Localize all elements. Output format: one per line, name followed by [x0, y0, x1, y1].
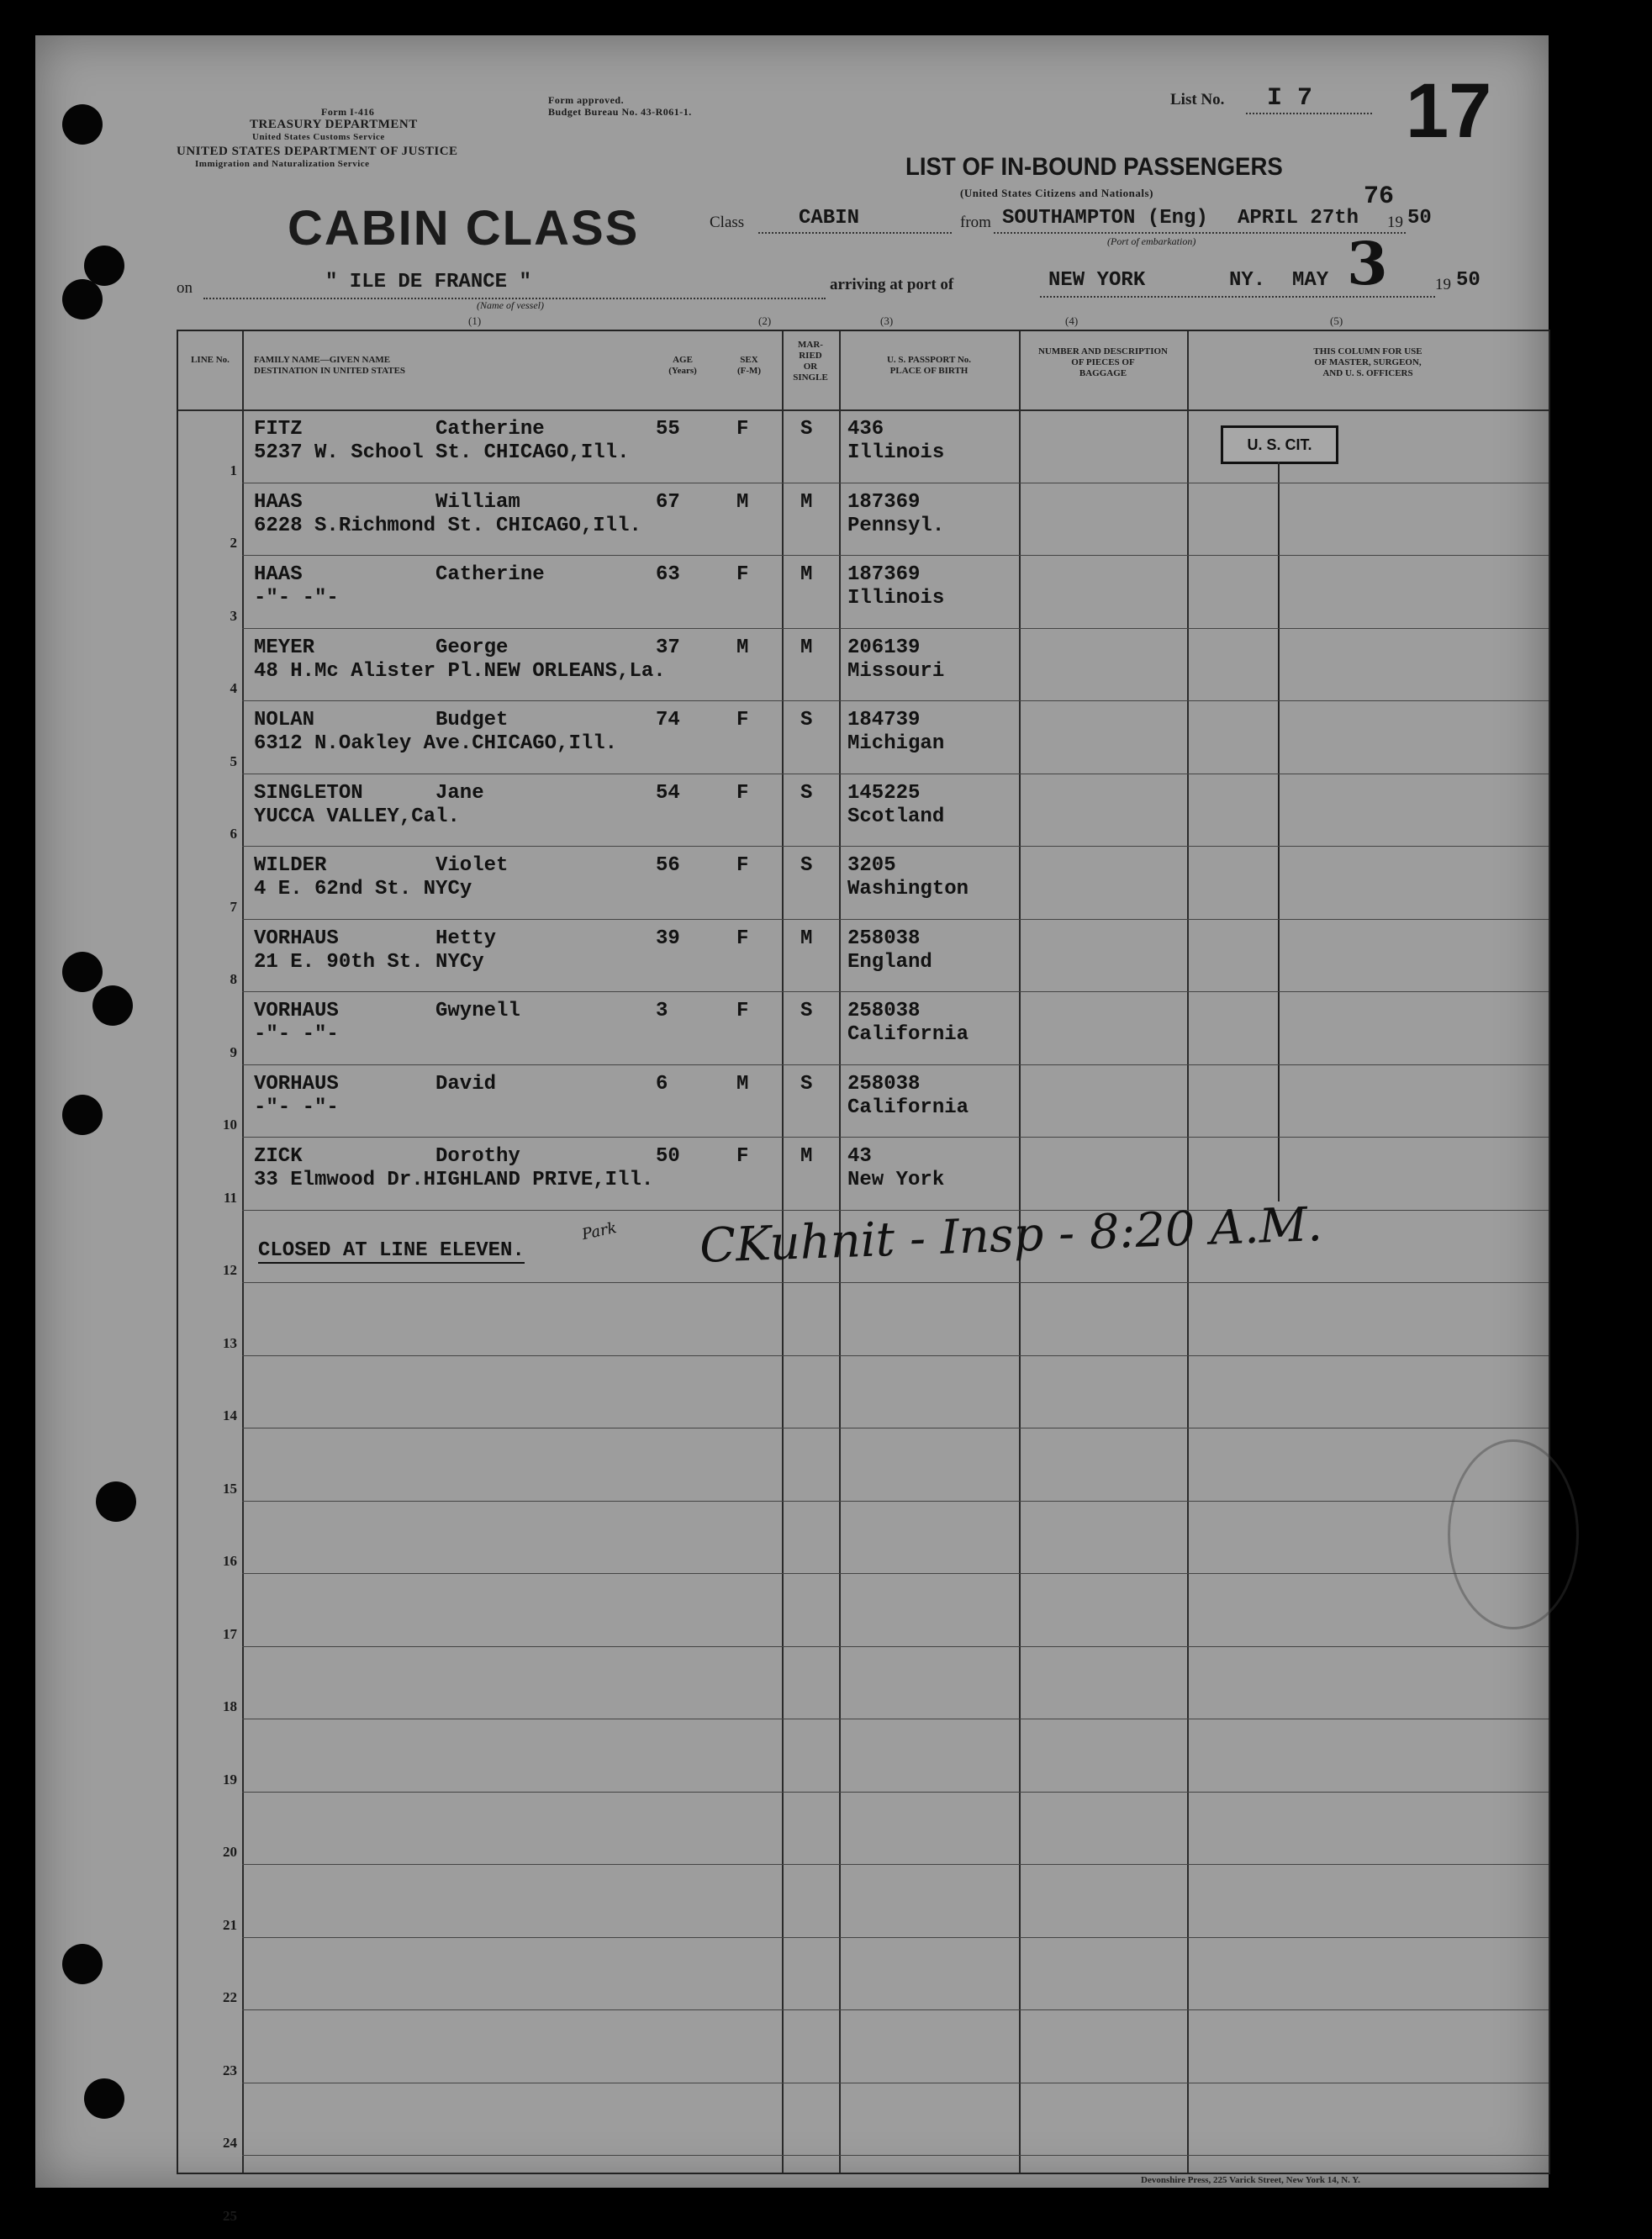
row-divider: [242, 1573, 1549, 1574]
passenger-destination: 5237 W. School St. CHICAGO,Ill.: [254, 441, 630, 464]
passenger-age: 63: [656, 563, 680, 586]
passenger-marital-status: S: [800, 854, 813, 877]
passenger-birthplace: Illinois: [847, 441, 945, 464]
col-head-married: MAR- RIED OR SINGLE: [793, 340, 828, 383]
passenger-birthplace: California: [847, 1023, 969, 1046]
passenger-passport-number: 3205: [847, 854, 896, 877]
line-number: 22: [223, 1989, 237, 2005]
line-number: 15: [223, 1480, 237, 1497]
arrival-state: NY.: [1229, 269, 1266, 292]
year-prefix: 19: [1387, 214, 1403, 231]
passenger-marital-status: M: [800, 1145, 813, 1168]
arrival-day: 3: [1347, 229, 1388, 298]
line-number: 20: [223, 1844, 237, 1860]
line-number: 10: [223, 1117, 237, 1133]
passenger-marital-status: S: [800, 1072, 813, 1096]
passenger-family-name: HAAS: [254, 563, 303, 586]
punch-hole: [62, 1944, 103, 1984]
passenger-destination: -"- -"-: [254, 587, 339, 610]
form-approved: Form approved.: [548, 94, 625, 106]
passenger-passport-number: 258038: [847, 1000, 921, 1022]
budget-bureau: Budget Bureau No. 43-R061-1.: [548, 106, 692, 118]
year-value: 50: [1407, 207, 1432, 230]
passenger-given-name: Hetty: [435, 927, 497, 950]
passenger-sex: M: [736, 636, 749, 659]
line-number: 14: [223, 1407, 237, 1423]
passenger-birthplace: Michigan: [847, 732, 945, 755]
line-number: 9: [230, 1043, 237, 1060]
punch-hole: [84, 246, 124, 286]
line-number: 18: [223, 1698, 237, 1714]
passenger-passport-number: 206139: [847, 636, 921, 659]
col-head-baggage: NUMBER AND DESCRIPTION OF PIECES OF BAGGAGE: [1037, 346, 1169, 378]
immigration-label: Immigration and Naturalization Service: [195, 159, 370, 169]
arrival-port: NEW YORK: [1048, 269, 1146, 292]
row-divider: [242, 1137, 1549, 1138]
passenger-sex: F: [736, 563, 749, 586]
passenger-destination: 6228 S.Richmond St. CHICAGO,Ill.: [254, 514, 641, 537]
passenger-birthplace: Scotland: [847, 805, 945, 828]
passenger-sex: F: [736, 418, 749, 441]
passenger-sex: F: [736, 1000, 749, 1022]
punch-hole: [84, 2078, 124, 2119]
passenger-passport-number: 436: [847, 418, 884, 441]
passenger-destination: -"- -"-: [254, 1096, 339, 1119]
passenger-given-name: Budget: [435, 709, 509, 731]
col-head-sex: SEX (F-M): [736, 355, 762, 376]
passenger-birthplace: Missouri: [847, 659, 945, 683]
row-divider: [242, 991, 1549, 992]
row-divider: [242, 1646, 1549, 1647]
customs-label: United States Customs Service: [252, 132, 385, 142]
col-head-age: AGE (Years): [668, 355, 697, 376]
passenger-family-name: SINGLETON: [254, 781, 363, 805]
passenger-destination: 33 Elmwood Dr.HIGHLAND PRIVE,Ill.: [254, 1169, 654, 1191]
punch-hole: [92, 985, 133, 1026]
passenger-given-name: George: [435, 636, 509, 659]
passenger-destination: 48 H.Mc Alister Pl.NEW ORLEANS,La.: [254, 659, 666, 683]
line-number: 6: [230, 826, 237, 842]
passenger-given-name: Jane: [435, 781, 484, 805]
port-embark-label: (Port of embarkation): [1107, 235, 1196, 247]
passenger-birthplace: Pennsyl.: [847, 514, 945, 537]
justice-label: UNITED STATES DEPARTMENT OF JUSTICE: [177, 145, 458, 158]
line-number: 21: [223, 1916, 237, 1933]
passenger-birthplace: Washington: [847, 878, 969, 900]
passenger-sex: M: [736, 490, 749, 514]
punch-hole: [62, 1095, 103, 1135]
on-label: on: [177, 279, 193, 297]
year-prefix-2: 19: [1435, 276, 1451, 293]
manifest-page: [35, 35, 1549, 2224]
passenger-destination: YUCCA VALLEY,Cal.: [254, 805, 460, 828]
passenger-marital-status: M: [800, 490, 813, 514]
passenger-destination: 4 E. 62nd St. NYCy: [254, 878, 472, 900]
passenger-passport-number: 184739: [847, 709, 921, 731]
line-number: 19: [223, 1771, 237, 1788]
passenger-marital-status: S: [800, 1000, 813, 1022]
punch-hole: [96, 1481, 136, 1522]
passenger-passport-number: 145225: [847, 781, 921, 805]
vessel-label: (Name of vessel): [477, 299, 544, 311]
passenger-birthplace: England: [847, 950, 932, 974]
col-head-officers: THIS COLUMN FOR USE OF MASTER, SURGEON, AND U. S. OFFICERS: [1313, 346, 1422, 378]
passenger-marital-status: M: [800, 636, 813, 659]
row-divider: [242, 1064, 1549, 1065]
row-divider: [242, 1792, 1549, 1793]
arriving-label: arriving at port of: [830, 276, 954, 293]
row-divider: [242, 555, 1549, 556]
col-number-2: (2): [758, 314, 772, 327]
passenger-family-name: FITZ: [254, 418, 303, 441]
passenger-given-name: Catherine: [435, 563, 545, 586]
passenger-age: 67: [656, 490, 680, 514]
col-number-3: (3): [880, 314, 894, 327]
row-divider: [242, 2009, 1549, 2010]
departure-date: APRIL 27th: [1238, 207, 1359, 230]
line-number: 1: [230, 462, 237, 478]
passenger-birthplace: New York: [847, 1169, 945, 1191]
punch-hole: [62, 104, 103, 145]
passenger-family-name: VORHAUS: [254, 1072, 339, 1096]
passenger-family-name: VORHAUS: [254, 1000, 339, 1022]
document-title: LIST OF IN-BOUND PASSENGERS: [905, 153, 1283, 181]
passenger-given-name: David: [435, 1072, 497, 1096]
class-label: Class: [710, 214, 745, 231]
passenger-family-name: VORHAUS: [254, 927, 339, 950]
class-value: CABIN: [799, 207, 860, 230]
printer-footer: Devonshire Press, 225 Varick Street, New York 14, N. Y.: [1141, 2175, 1360, 2185]
line-number: 5: [230, 752, 237, 769]
passenger-family-name: NOLAN: [254, 709, 315, 731]
row-divider: [242, 1937, 1549, 1938]
line-number: 3: [230, 607, 237, 624]
passenger-age: 54: [656, 781, 680, 805]
punch-hole: [62, 279, 103, 319]
line-number: 17: [223, 1625, 237, 1642]
year-value-2: 50: [1456, 269, 1480, 292]
col-head-line-no: LINE No.: [191, 355, 230, 365]
passenger-family-name: MEYER: [254, 636, 315, 659]
line-number: 8: [230, 971, 237, 987]
passenger-sex: F: [736, 1145, 749, 1168]
passenger-sex: F: [736, 927, 749, 950]
row-divider: [242, 1864, 1549, 1865]
list-number-stamp: 17: [1406, 68, 1492, 154]
passenger-passport-number: 187369: [847, 563, 921, 586]
line-number: 11: [223, 1189, 237, 1206]
line-number: 12: [223, 1262, 237, 1278]
row-divider: [242, 1210, 1549, 1211]
passenger-marital-status: M: [800, 563, 813, 586]
list-no-label: List No.: [1170, 91, 1225, 108]
from-label: from: [960, 214, 991, 231]
passenger-age: 3: [656, 1000, 668, 1022]
cabin-class-stamp: CABIN CLASS: [288, 201, 640, 256]
arrival-month: MAY: [1292, 269, 1329, 292]
passenger-age: 50: [656, 1145, 680, 1168]
row-divider: [242, 1282, 1549, 1283]
passenger-age: 37: [656, 636, 680, 659]
form-number: Form I-416: [321, 106, 375, 118]
passenger-destination: 21 E. 90th St. NYCy: [254, 950, 484, 974]
line-number: 4: [230, 680, 237, 696]
vessel-name: " ILE DE FRANCE ": [325, 271, 531, 293]
passenger-sex: M: [736, 1072, 749, 1096]
treasury-label: TREASURY DEPARTMENT: [250, 118, 418, 131]
passenger-given-name: Dorothy: [435, 1145, 520, 1168]
passenger-given-name: Gwynell: [435, 1000, 520, 1022]
row-divider: [242, 2155, 1549, 2156]
passenger-family-name: WILDER: [254, 854, 327, 877]
passenger-age: 39: [656, 927, 680, 950]
passenger-birthplace: California: [847, 1096, 969, 1119]
passenger-sex: F: [736, 854, 749, 877]
passenger-passport-number: 258038: [847, 1072, 921, 1096]
punch-hole: [62, 952, 103, 992]
from-value: SOUTHAMPTON (Eng): [1002, 207, 1208, 230]
passenger-sex: F: [736, 781, 749, 805]
row-divider: [242, 700, 1549, 701]
row-divider: [242, 846, 1549, 847]
us-cit-badge: U. S. CIT.: [1221, 425, 1338, 464]
row-divider: [242, 919, 1549, 920]
line-number: 23: [223, 2062, 237, 2078]
row-divider: [242, 1355, 1549, 1356]
list-no-value: I 7: [1267, 84, 1313, 113]
passenger-age: 56: [656, 854, 680, 877]
line-number: 25: [223, 2207, 237, 2224]
passenger-passport-number: 258038: [847, 927, 921, 950]
handwritten-park: Park: [580, 1218, 619, 1244]
passenger-family-name: HAAS: [254, 490, 303, 514]
col-number-1: (1): [468, 314, 482, 327]
inspector-signature: CKuhnit - Insp - 8:20 A.M.: [699, 1197, 1323, 1274]
line-number: 7: [230, 898, 237, 915]
side-number: 76: [1364, 182, 1395, 211]
passenger-marital-status: S: [800, 709, 813, 731]
passenger-marital-status: M: [800, 927, 813, 950]
row-divider: [242, 1501, 1549, 1502]
line-number: 2: [230, 535, 237, 551]
line-number: 24: [223, 2135, 237, 2151]
col-head-name: FAMILY NAME—GIVEN NAME DESTINATION IN UNITED STATES: [254, 355, 406, 376]
passenger-given-name: William: [435, 490, 520, 514]
line-number: 16: [223, 1553, 237, 1569]
document-subtitle: (United States Citizens and Nationals): [960, 187, 1153, 199]
passenger-destination: 6312 N.Oakley Ave.CHICAGO,Ill.: [254, 732, 618, 755]
line-number: 13: [223, 1334, 237, 1351]
col-number-5: (5): [1330, 314, 1343, 327]
passenger-age: 55: [656, 418, 680, 441]
passenger-sex: F: [736, 709, 749, 731]
passenger-age: 6: [656, 1072, 668, 1096]
passenger-destination: -"- -"-: [254, 1023, 339, 1046]
passenger-marital-status: S: [800, 781, 813, 805]
passenger-marital-status: S: [800, 418, 813, 441]
passenger-age: 74: [656, 709, 680, 731]
passenger-passport-number: 187369: [847, 490, 921, 514]
passenger-passport-number: 43: [847, 1145, 872, 1168]
col-number-4: (4): [1065, 314, 1079, 327]
passenger-given-name: Violet: [435, 854, 509, 877]
faded-stamp: [1448, 1439, 1579, 1629]
passenger-family-name: ZICK: [254, 1145, 303, 1168]
closed-at-line-text: CLOSED AT LINE ELEVEN.: [258, 1239, 525, 1262]
col-head-passport: U. S. PASSPORT No. PLACE OF BIRTH: [886, 355, 972, 376]
passenger-birthplace: Illinois: [847, 587, 945, 610]
row-divider: [242, 628, 1549, 629]
passenger-given-name: Catherine: [435, 418, 545, 441]
